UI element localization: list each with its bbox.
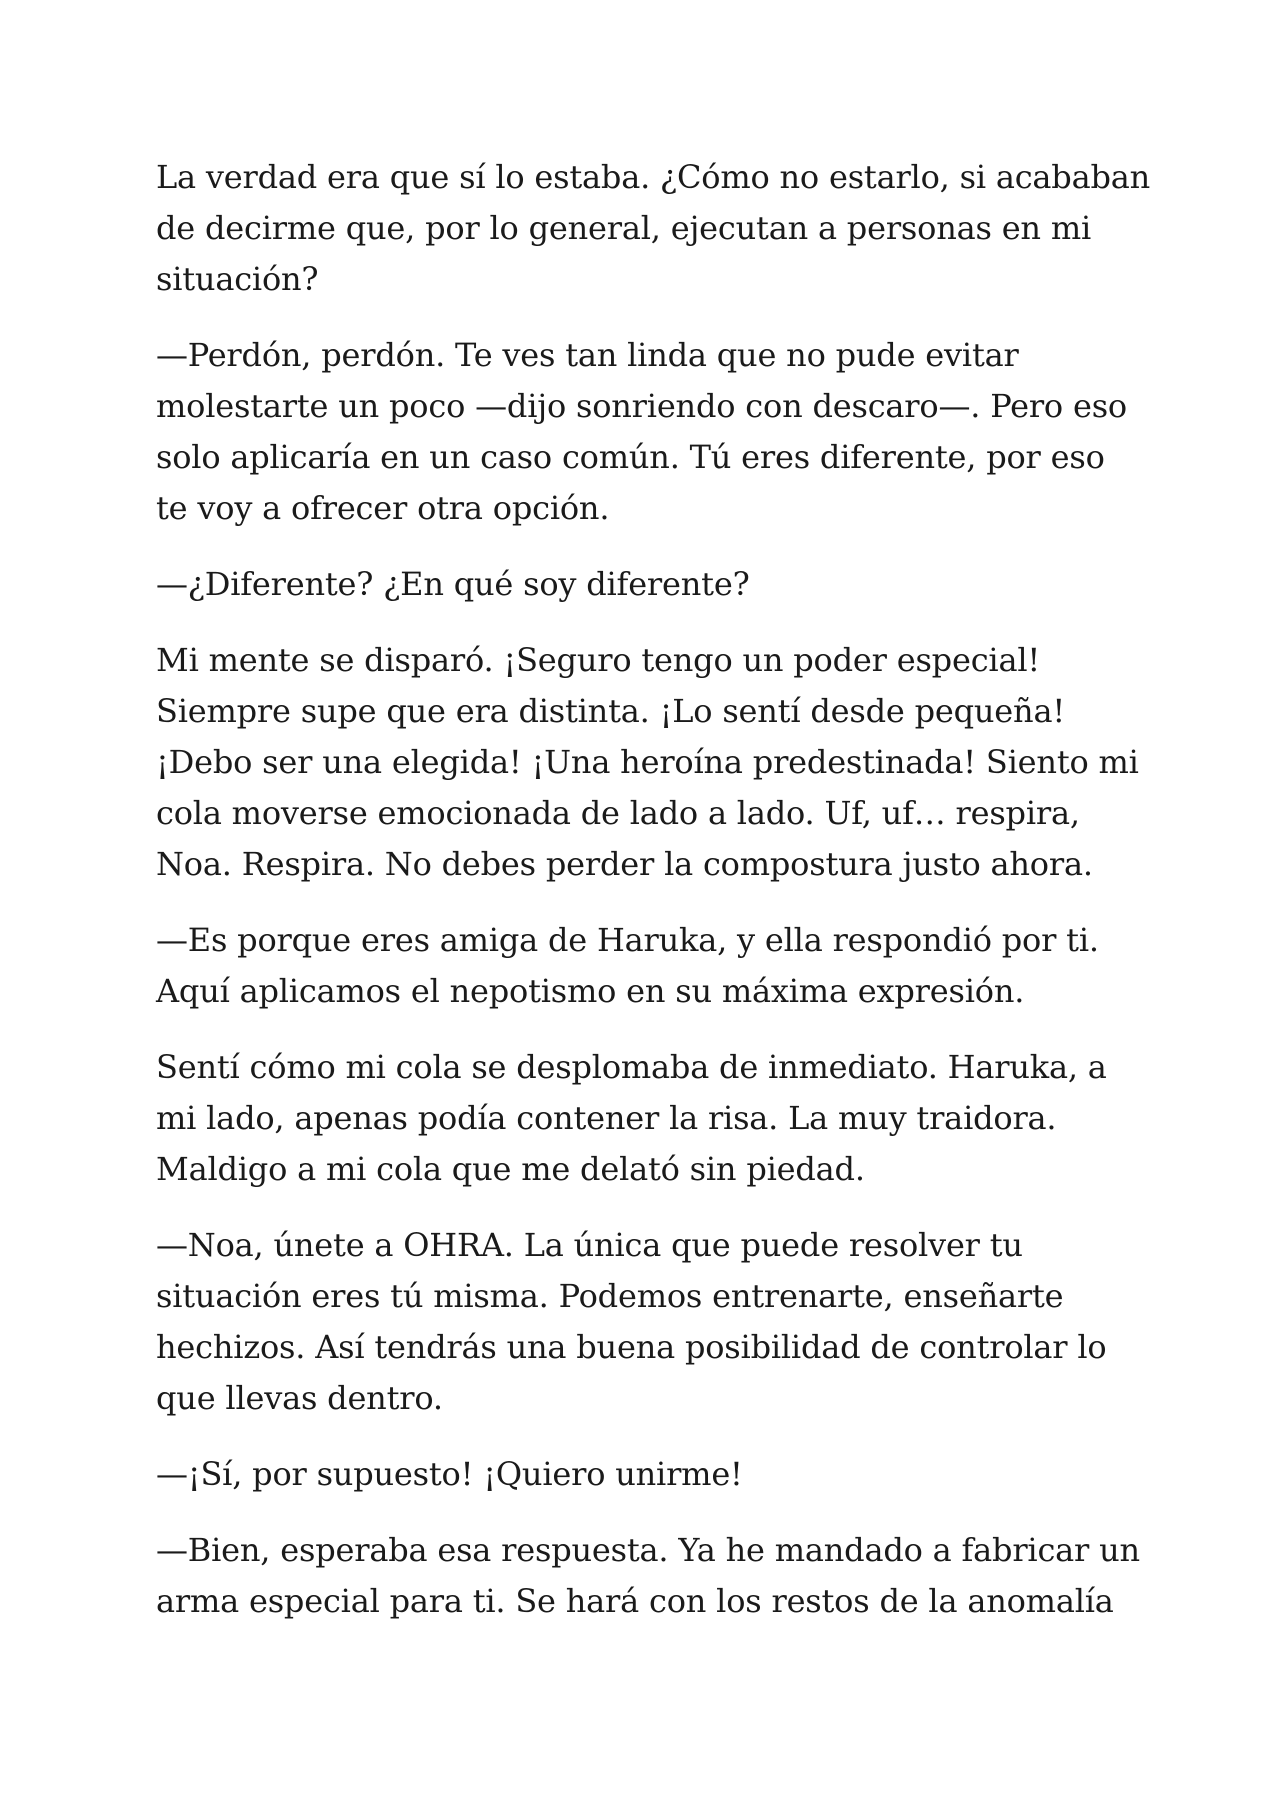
text-line: —¡Sí, por supuesto! ¡Quiero unirme! [156, 1455, 743, 1493]
text-line: La verdad era que sí lo estaba. ¿Cómo no estarlo, si acababan [156, 158, 1151, 196]
text-line: situación eres tú misma. Podemos entrenarte, enseñarte [156, 1277, 1064, 1315]
text-line: ¡Debo ser una elegida! ¡Una heroína predestinada! Siento mi [156, 743, 1139, 781]
paragraph [156, 1220, 1146, 1424]
text-line: —Bien, esperaba esa respuesta. Ya he mandado a fabricar un [156, 1531, 1140, 1569]
text-line: Sentí cómo mi cola se desplomaba de inmediato. Haruka, a [156, 1048, 1107, 1086]
text-line: —Noa, únete a OHRA. La única que puede resolver tu [156, 1226, 1023, 1264]
paragraph [156, 635, 1146, 890]
paragraph [156, 1042, 1146, 1195]
text-line: situación? [156, 260, 319, 298]
text-line: —Es porque eres amiga de Haruka, y ella respondió por ti. [156, 921, 1099, 959]
paragraph [156, 1449, 1146, 1500]
paragraph [156, 1525, 1146, 1627]
text-line: te voy a ofrecer otra opción. [156, 489, 610, 527]
text-line: Maldigo a mi cola que me delató sin piedad. [156, 1150, 865, 1188]
paragraph [156, 330, 1146, 534]
text-line: cola moverse emocionada de lado a lado. Uf, uf… respira, [156, 794, 1080, 832]
text-line: Noa. Respira. No debes perder la compostura justo ahora. [156, 845, 1093, 883]
text-line: mi lado, apenas podía contener la risa. La muy traidora. [156, 1099, 1057, 1137]
text-line: —¿Diferente? ¿En qué soy diferente? [156, 565, 750, 603]
text-line: de decirme que, por lo general, ejecutan a personas en mi [156, 209, 1091, 247]
paragraph [156, 915, 1146, 1017]
text-line: molestarte un poco —dijo sonriendo con descaro—. Pero eso [156, 387, 1127, 425]
text-line: Mi mente se disparó. ¡Seguro tengo un poder especial! [156, 641, 1041, 679]
text-line: arma especial para ti. Se hará con los restos de la anomalía [156, 1582, 1114, 1620]
text-line: que llevas dentro. [156, 1379, 443, 1417]
text-line: Aquí aplicamos el nepotismo en su máxima expresión. [156, 972, 1025, 1010]
paragraph [156, 559, 1146, 610]
text-line: solo aplicaría en un caso común. Tú eres diferente, por eso [156, 438, 1105, 476]
paragraph [156, 152, 1151, 305]
book-page [156, 152, 1151, 1652]
text-line: Siempre supe que era distinta. ¡Lo sentí desde pequeña! [156, 692, 1065, 730]
text-line: hechizos. Así tendrás una buena posibilidad de controlar lo [156, 1328, 1107, 1366]
text-line: —Perdón, perdón. Te ves tan linda que no pude evitar [156, 336, 1019, 374]
